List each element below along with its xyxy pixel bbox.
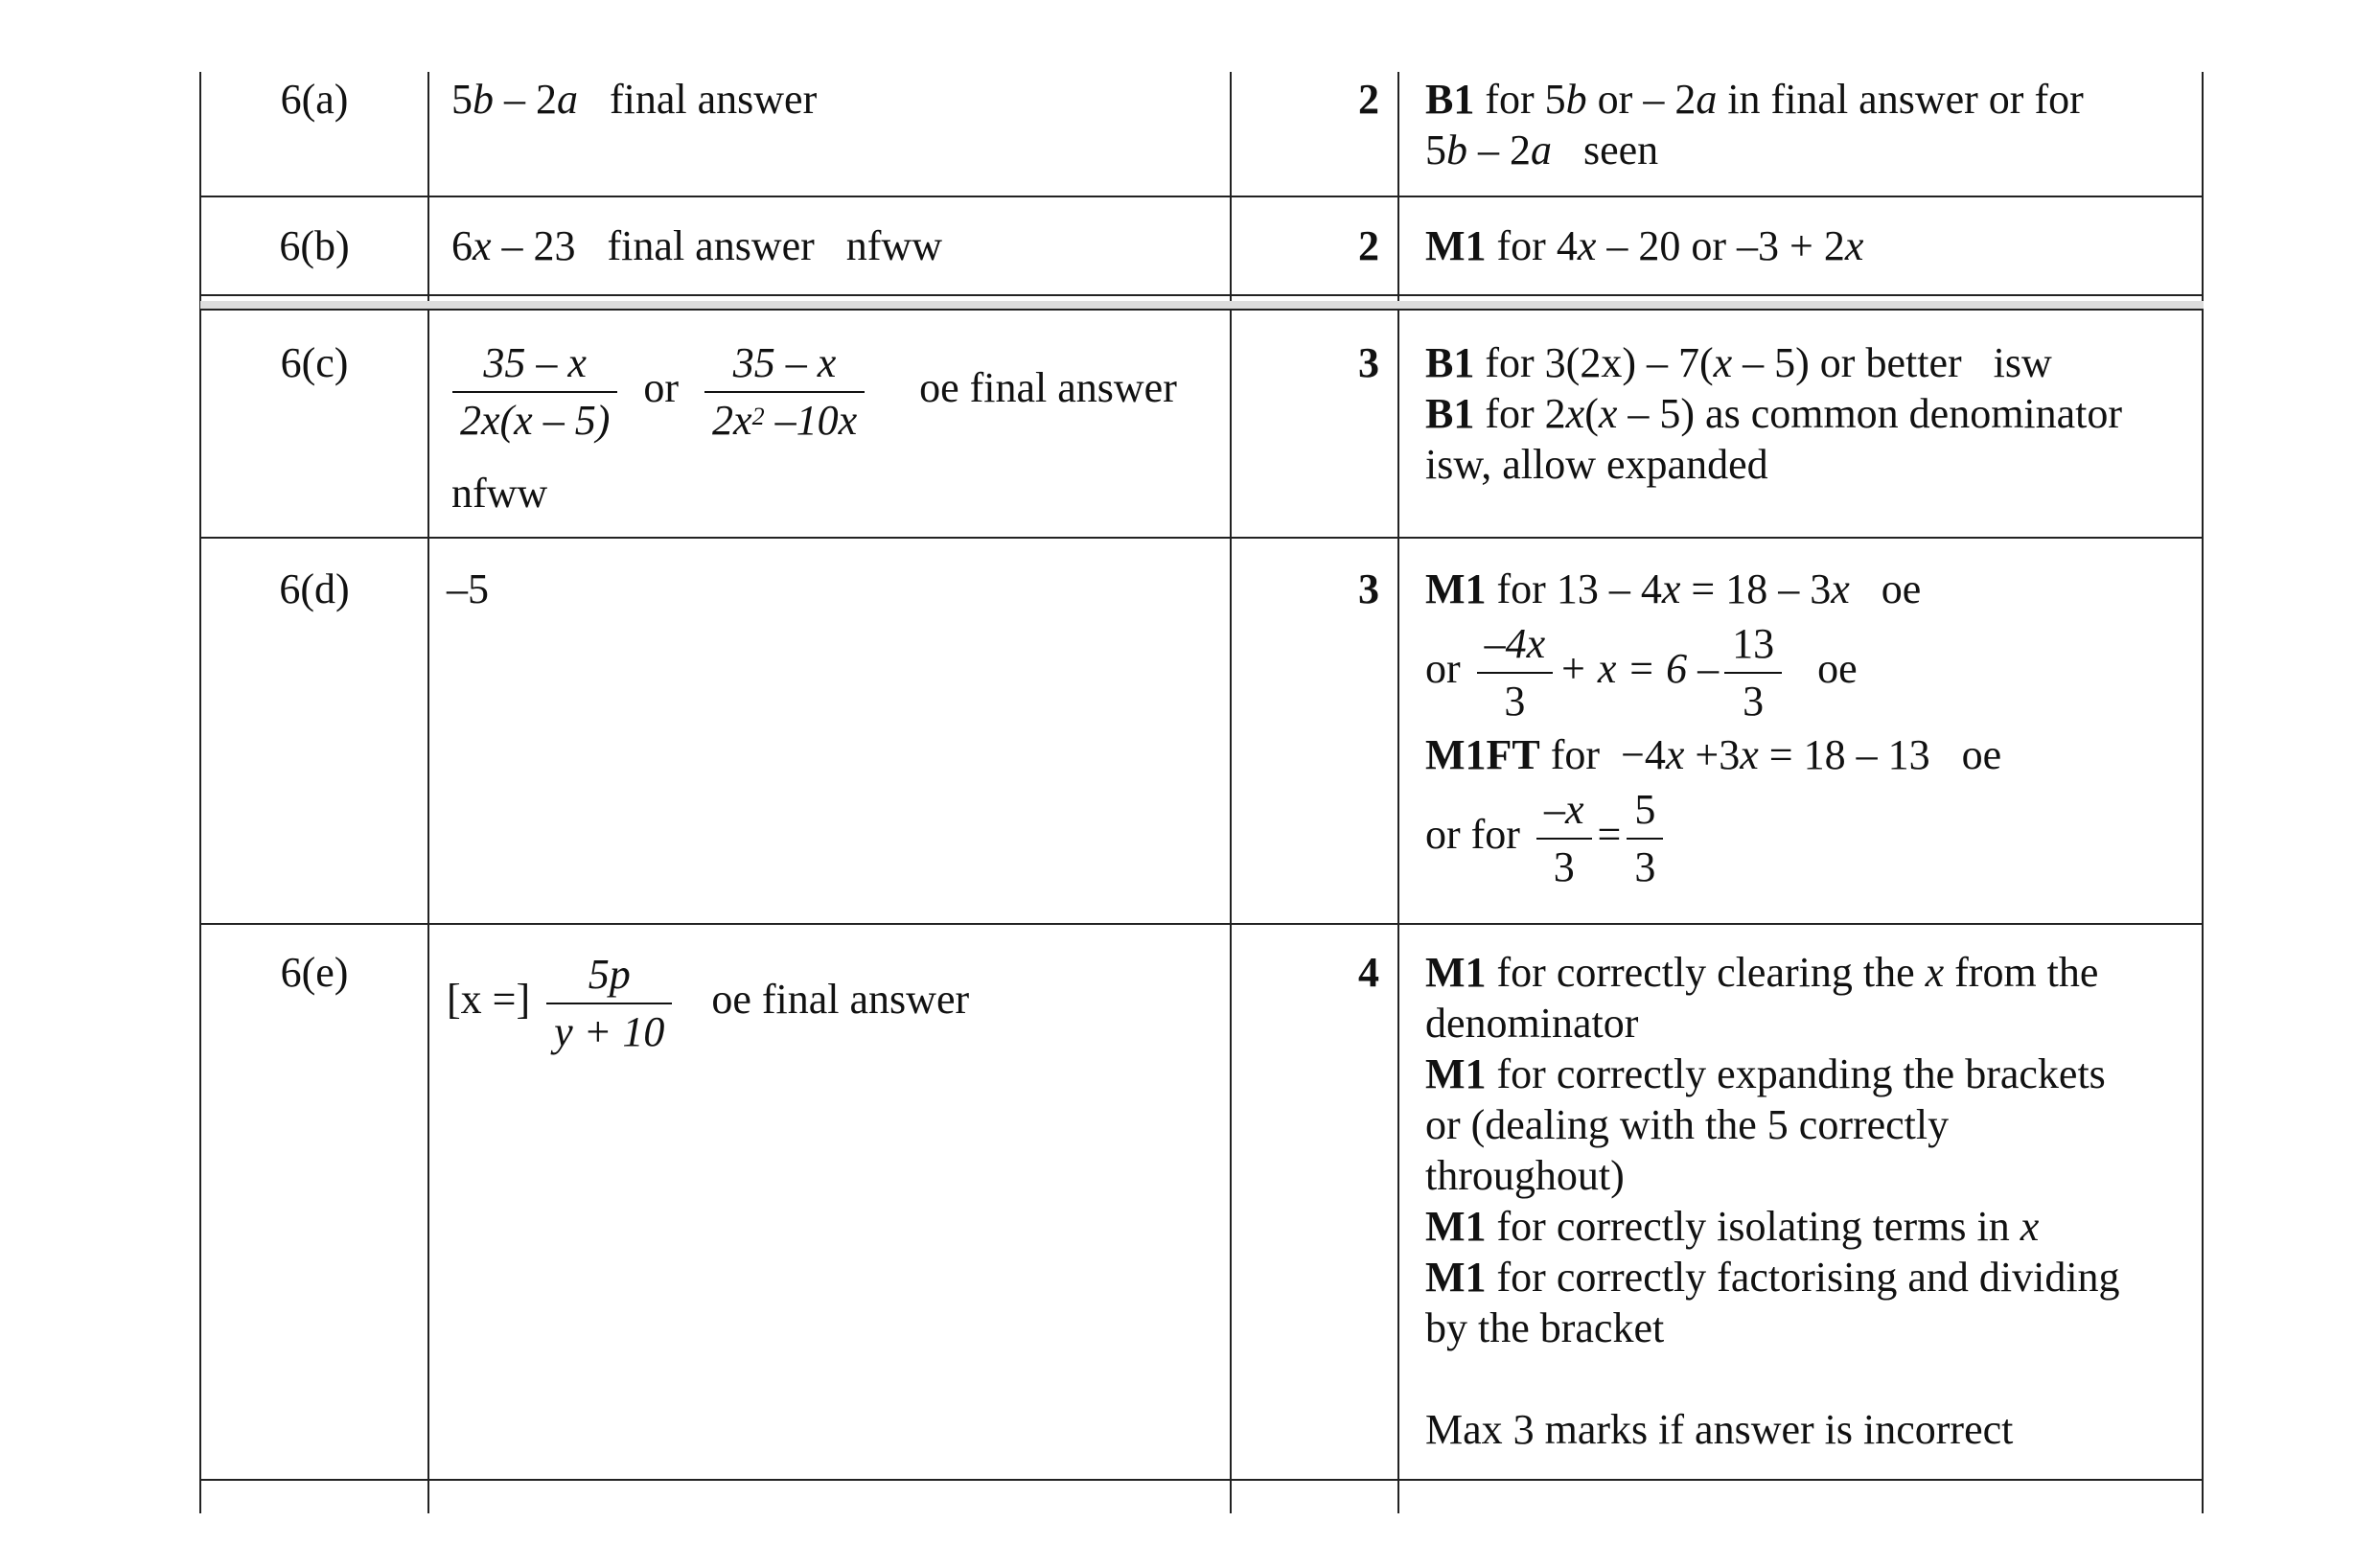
guidance-text: for correctly expanding the brackets <box>1486 1050 2106 1097</box>
guidance-variable: x <box>1844 222 1864 269</box>
column-divider-marks <box>1397 72 1399 1513</box>
row-divider <box>200 196 2204 197</box>
guidance-line <box>1425 1049 2192 1099</box>
answer-text: [x =] <box>447 976 531 1024</box>
denominator-term: –10x <box>764 397 858 444</box>
mark-code: M1 <box>1425 1050 1487 1097</box>
answer-fraction <box>704 335 865 449</box>
guidance-variable: x <box>1661 565 1681 612</box>
guidance-line: Max 3 marks if answer is incorrect <box>1425 1406 2014 1453</box>
answer-note: final answer <box>578 76 818 123</box>
guidance-variable: x <box>1740 731 1759 778</box>
mark-code: M1 <box>1425 1254 1487 1301</box>
answer-cell <box>451 220 942 271</box>
row-divider <box>200 301 2204 309</box>
mark-code: M1 <box>1425 1203 1487 1250</box>
question-number: 6(c) <box>280 339 349 386</box>
guidance-text: for correctly isolating terms in <box>1486 1203 2020 1250</box>
fraction-numerator: 13 <box>1732 620 1775 667</box>
fraction-numerator: 35 – x <box>732 339 837 386</box>
guidance-line <box>1425 388 2192 439</box>
guidance-variable: b <box>1446 127 1467 173</box>
guidance-fraction <box>1627 782 1663 895</box>
guidance-text: – 20 or –3 + 2 <box>1596 222 1845 269</box>
mark-code: B1 <box>1425 76 1475 123</box>
denominator-term: 2x <box>712 397 752 444</box>
guidance-text: or – 2 <box>1586 76 1697 123</box>
answer-fraction <box>546 947 672 1060</box>
row-divider <box>200 537 2204 539</box>
mark-code: M1FT <box>1425 731 1540 778</box>
guidance-line <box>1425 125 2192 175</box>
guidance-line <box>1425 729 2192 780</box>
question-number: 6(e) <box>280 949 349 996</box>
guidance-text: for 3(2x) – 7( <box>1474 339 1714 386</box>
answer-text: 6 <box>451 222 473 269</box>
answer-variable: x <box>473 222 492 269</box>
guidance-text: = 18 – 3 <box>1680 565 1832 612</box>
fraction-denominator: 3 <box>1536 838 1592 895</box>
guidance-text: – 2 <box>1467 127 1531 173</box>
guidance-text: oe <box>1817 645 1858 693</box>
guidance-line <box>1425 1353 2192 1404</box>
fraction-numerator: 5 <box>1634 786 1656 833</box>
column-divider-question <box>427 72 429 1513</box>
answer-cell <box>447 335 1177 449</box>
answer-variable: a <box>557 76 578 123</box>
guidance-text: or <box>1425 645 1461 693</box>
guidance-fraction <box>1477 616 1554 729</box>
guidance-line <box>1425 616 2192 729</box>
guidance-text: for 5 <box>1474 76 1566 123</box>
guidance-variable: a <box>1531 127 1552 173</box>
guidance-line: by the bracket <box>1425 1304 1665 1351</box>
guidance-text: = 18 – 13 oe <box>1758 731 2002 778</box>
guidance-text: for 2 <box>1474 390 1566 437</box>
mark-code: M1 <box>1425 222 1487 269</box>
answer-cell <box>451 74 817 125</box>
guidance-line <box>1425 564 2192 614</box>
marks-value: 3 <box>1358 339 1379 386</box>
guidance-text: for correctly factorising and dividing <box>1486 1254 2120 1301</box>
fraction-denominator: 3 <box>1627 838 1663 895</box>
guidance-text: for 4 <box>1486 222 1578 269</box>
fraction-numerator: –4x <box>1484 620 1546 667</box>
fraction-denominator: 3 <box>1477 672 1554 729</box>
marks-value: 4 <box>1358 949 1379 996</box>
fraction-denominator: 3 <box>1724 672 1782 729</box>
guidance-variable: b <box>1565 76 1587 123</box>
guidance-text: oe <box>1849 565 1922 612</box>
row-divider <box>200 1479 2204 1481</box>
guidance-line <box>1425 74 2192 125</box>
marks-value: 2 <box>1358 222 1379 269</box>
guidance-cell <box>1425 337 2192 490</box>
guidance-text: or for <box>1425 811 1520 859</box>
guidance-fraction <box>1536 782 1592 895</box>
guidance-text: seen <box>1552 127 1659 173</box>
guidance-fraction <box>1724 616 1782 729</box>
answer-fraction <box>452 335 617 449</box>
guidance-variable: x <box>1565 390 1585 437</box>
guidance-cell <box>1425 74 2192 175</box>
answer-text: – 2 <box>494 76 557 123</box>
guidance-cell <box>1425 220 2192 271</box>
mark-code: B1 <box>1425 390 1475 437</box>
answer-note-line: nfww <box>451 470 548 517</box>
guidance-text: = <box>1597 811 1622 859</box>
marks-value: 3 <box>1358 565 1379 612</box>
guidance-line: denominator <box>1425 1000 1639 1047</box>
row-divider <box>200 923 2204 925</box>
fraction-numerator: 35 – x <box>483 339 587 386</box>
guidance-variable: x <box>1831 565 1850 612</box>
guidance-text: in final answer or for <box>1717 76 2084 123</box>
marks-value: 2 <box>1358 76 1379 123</box>
fraction-denominator: 2x(x – 5) <box>452 391 617 449</box>
guidance-variable: x <box>1713 339 1733 386</box>
guidance-variable: x <box>1665 731 1685 778</box>
guidance-text: 5 <box>1425 127 1446 173</box>
question-number: 6(a) <box>280 76 349 123</box>
guidance-text: for 13 – 4 <box>1486 565 1662 612</box>
guidance-cell <box>1425 947 2192 1455</box>
answer-note: – 23 final answer nfww <box>491 222 942 269</box>
guidance-text: from the <box>1944 949 2099 996</box>
guidance-line <box>1425 1252 2192 1303</box>
answer-cell: –5 <box>447 565 489 612</box>
row-divider <box>200 309 2204 311</box>
column-divider-answer <box>1230 72 1232 1513</box>
fraction-denominator: y + 10 <box>546 1003 672 1060</box>
fraction-denominator <box>704 391 865 449</box>
guidance-line <box>1425 337 2192 388</box>
mark-code: M1 <box>1425 565 1487 612</box>
guidance-line: or (dealing with the 5 correctly <box>1425 1101 1950 1148</box>
answer-connector: or <box>643 364 680 412</box>
guidance-line <box>1425 782 2192 895</box>
guidance-variable: x <box>1925 949 1945 996</box>
guidance-line <box>1425 947 2192 998</box>
question-number: 6(b) <box>279 222 350 269</box>
guidance-variable: a <box>1696 76 1718 123</box>
answer-variable: b <box>473 76 494 123</box>
answer-note: oe final answer <box>711 976 970 1024</box>
answer-note: oe final answer <box>919 364 1177 412</box>
answer-text: 5 <box>451 76 473 123</box>
guidance-text: – 5) or better isw <box>1732 339 2052 386</box>
guidance-variable: x <box>1598 390 1618 437</box>
guidance-text: for −4 <box>1539 731 1666 778</box>
guidance-line <box>1425 1201 2192 1252</box>
fraction-numerator: 5p <box>588 951 631 998</box>
row-divider <box>200 294 2204 296</box>
guidance-variable: x <box>2020 1203 2040 1250</box>
guidance-line: isw, allow expanded <box>1425 441 1768 488</box>
guidance-text: for correctly clearing the <box>1486 949 1926 996</box>
guidance-variable: x <box>1577 222 1597 269</box>
guidance-text: +3 <box>1684 731 1741 778</box>
answer-cell <box>447 947 969 1060</box>
guidance-text: – 5) as common denominator <box>1617 390 2123 437</box>
table-border-left <box>199 72 201 1513</box>
guidance-cell <box>1425 564 2192 895</box>
guidance-text: ( <box>1584 390 1599 437</box>
guidance-text: + x = 6 – <box>1558 645 1720 693</box>
mark-code: B1 <box>1425 339 1475 386</box>
mark-code: M1 <box>1425 949 1487 996</box>
exponent: 2 <box>751 403 765 430</box>
fraction-numerator: –x <box>1543 786 1584 833</box>
guidance-line: throughout) <box>1425 1152 1625 1199</box>
question-number: 6(d) <box>279 565 350 612</box>
table-border-right <box>2202 72 2204 1513</box>
